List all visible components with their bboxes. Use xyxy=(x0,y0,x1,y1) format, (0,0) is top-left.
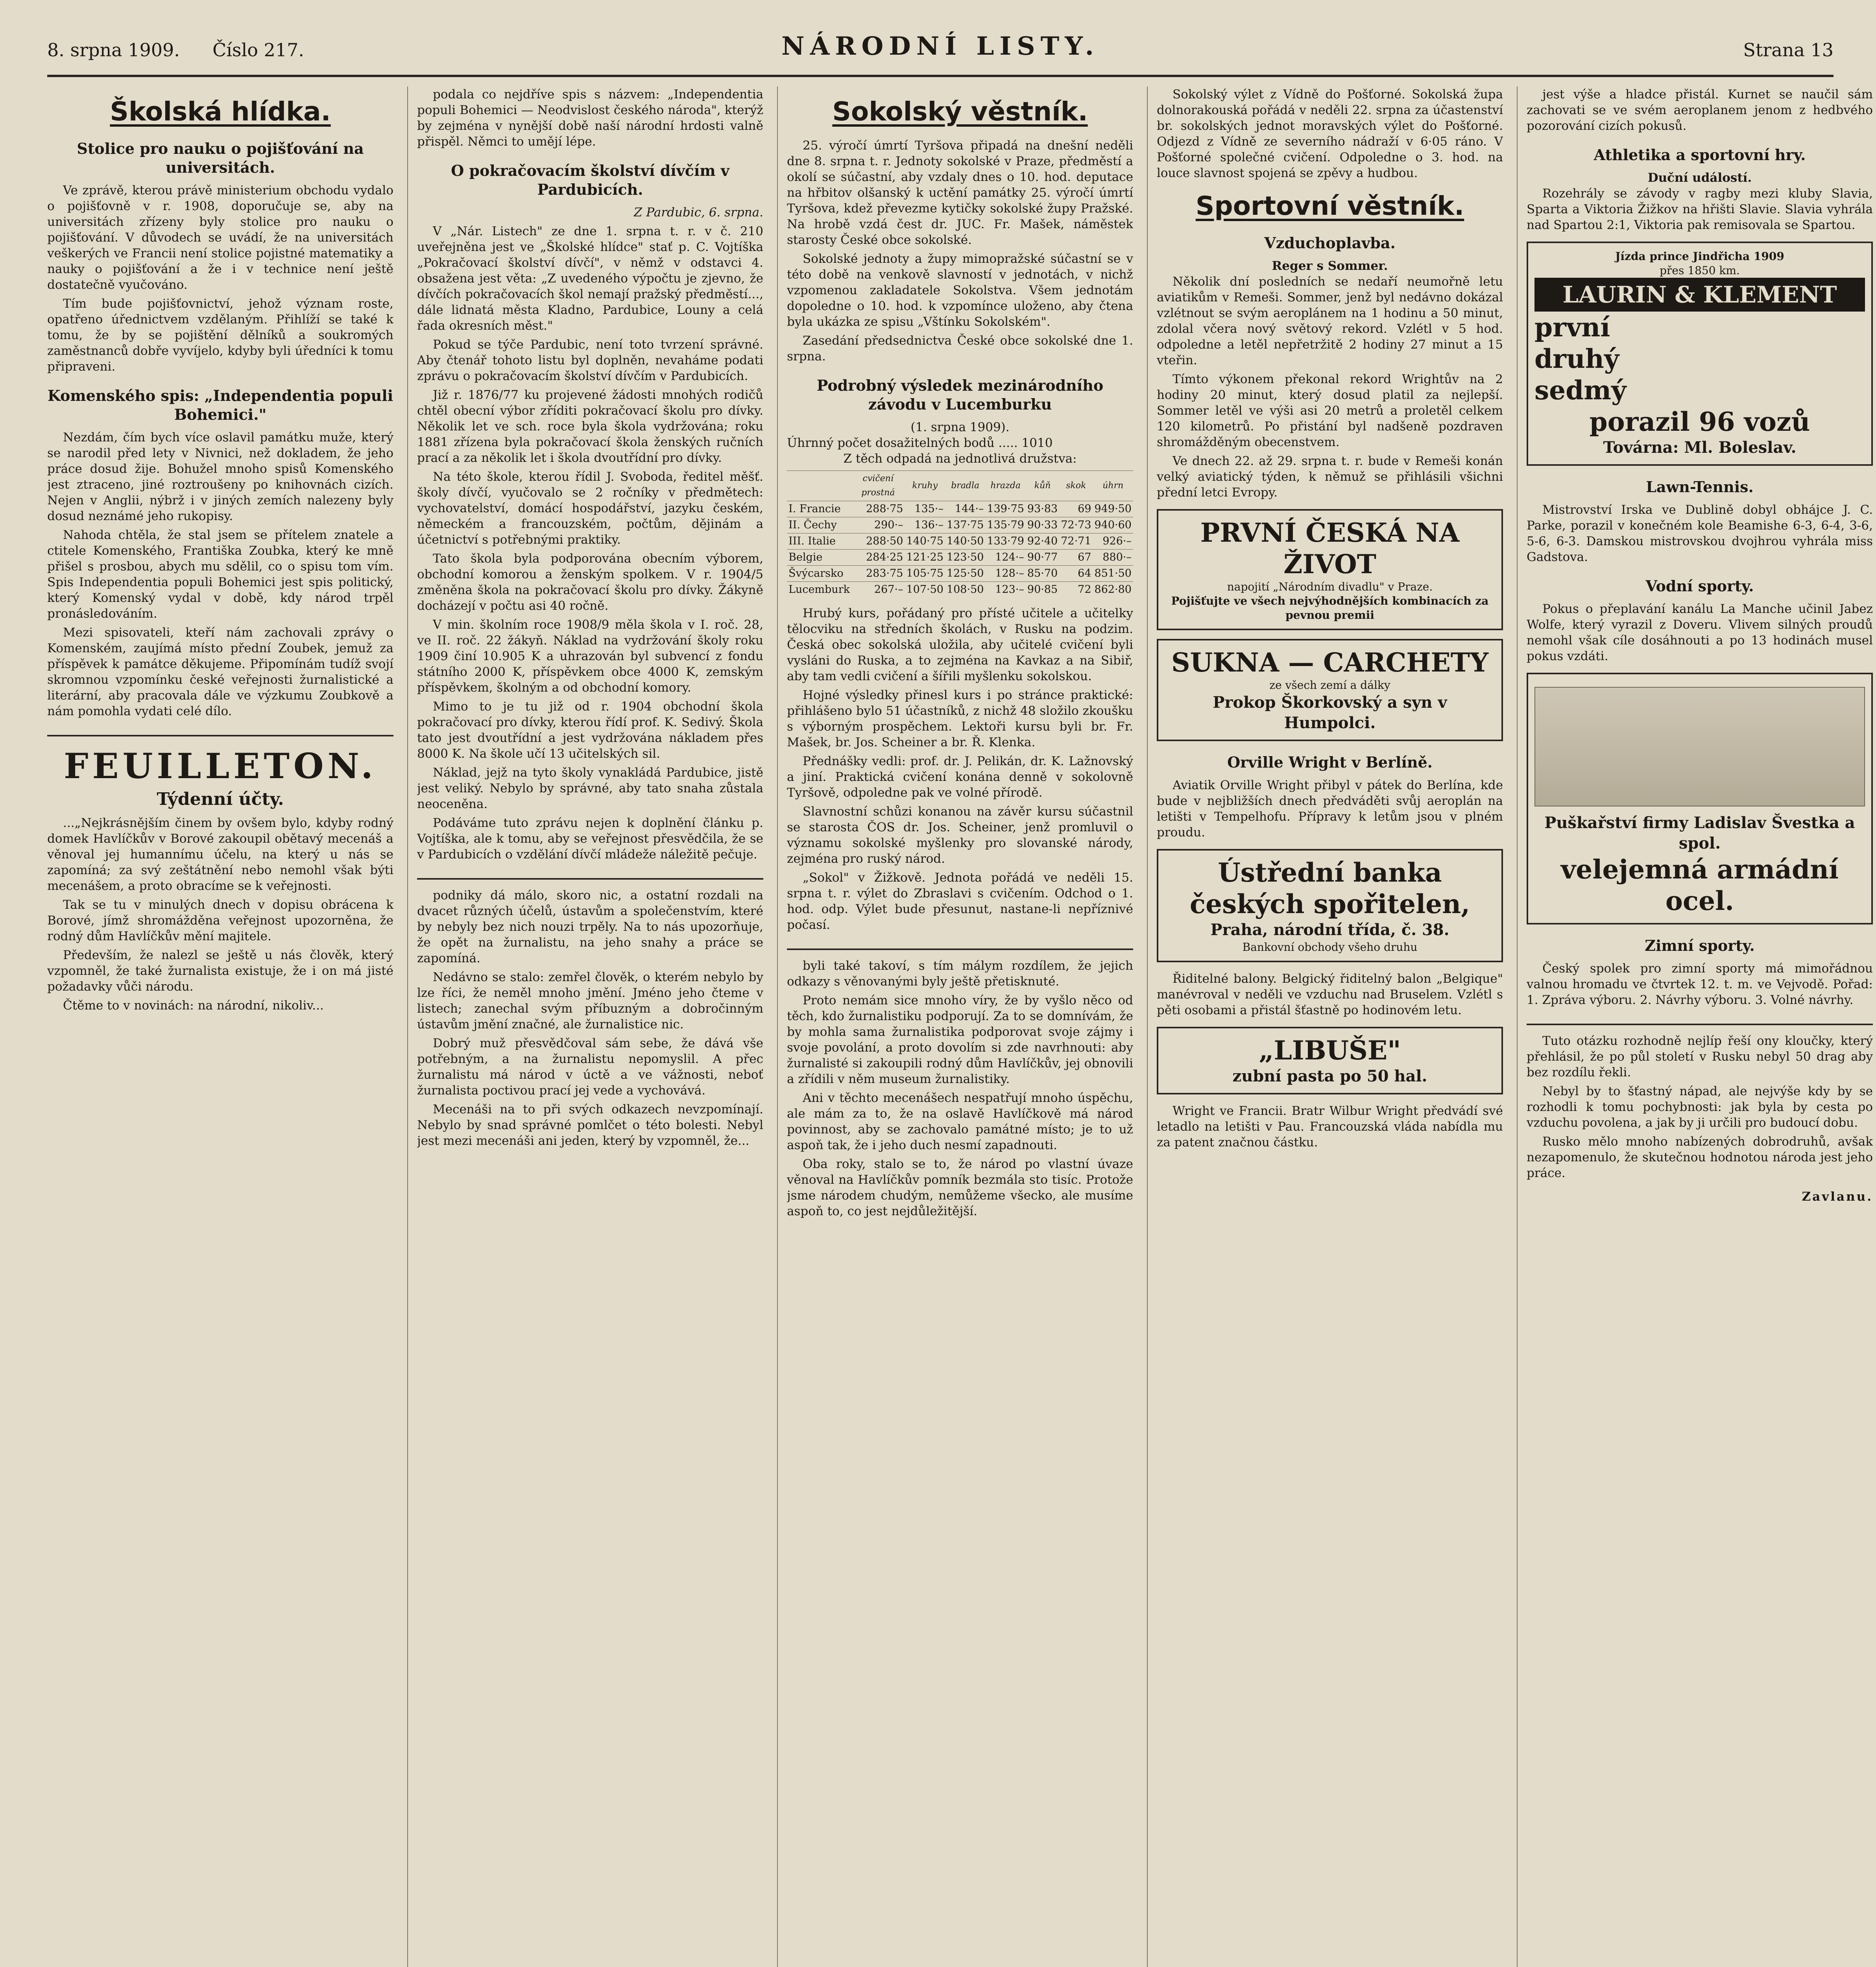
table-cell: 125·50 xyxy=(945,566,985,582)
advertisement-bank xyxy=(1157,849,1503,962)
paragraph: Tímto výkonem překonal rekord Wrightův na 2 hodiny 20 minut, který dosud platil za nejlepší. Sommer letěl ve výši asi 20 metrů a proletěl celkem 120 kilometrů. Po přistání byl nadšeně pozdraven shromážděným obecenstvem. xyxy=(1157,372,1503,449)
table-row xyxy=(787,550,1133,566)
table-cell: 851·50 xyxy=(1093,566,1133,582)
ad-heading-right: NA ŽIVOT xyxy=(1283,517,1460,579)
article-title: Zimní sporty. xyxy=(1645,937,1755,954)
advertisement-laurin-klement xyxy=(1527,242,1873,466)
table-cell: II. Čechy xyxy=(787,517,851,533)
paragraph: Již r. 1876/77 ku projevené žádosti mnohých rodičů chtěl obecní výbor zříditi pokračovací školu pro dívky. Několik let ve sch. roce byla škola vydržována; roku 1881 zřízena byla pokračovací škola ženských ručních prací a za několik let i škola dvoutřídní pro dívky. xyxy=(417,388,763,465)
article-title: Vodní sporty. xyxy=(1645,577,1754,595)
page-number: Strana 13 xyxy=(1743,39,1834,61)
paragraph: Zasedání předsednictva České obce sokolské dne 1. srpna. xyxy=(787,334,1133,364)
results-column-header: úhrn xyxy=(1093,471,1133,501)
table-cell: 267·– xyxy=(851,582,905,598)
paragraph: Přednášky vedli: prof. dr. J. Pelikán, dr. K. Lažnovský a jiní. Praktická cvičení konána denně v sokolovně Tyršově, odpoledne pak ve volné přírodě. xyxy=(787,754,1133,800)
shotgun-illustration xyxy=(1534,687,1865,806)
paragraph: Proto nemám sice mnoho víry, že by vyšlo něco od těch, kdo žurnalistiku podporují. Za to se domnívám, že by mohla sama žurnalistika podporovat svoje zájmy i svoje povolání, a proto dovolím si zde navrhnouti: aby žurnalisté si zakoupili rodný dům Havlíčkův, jej obnovili a zřídili v něm museum žurnalistiky. xyxy=(787,993,1133,1086)
table-cell: 72 xyxy=(1059,582,1093,598)
paragraph: podala co nejdříve spis s názvem: „Independentia populi Bohemici — Neodvislost českého národa", kterýž by zejména v nynější době naší národní hrdosti valně přispěl. Němci to umějí lépe. xyxy=(417,87,763,149)
advertisement-toothpaste xyxy=(1157,1027,1503,1094)
article-title: Lawn-Tennis. xyxy=(1646,478,1754,496)
masthead-rule xyxy=(47,75,1834,77)
ad-heading: „LIBUŠE" xyxy=(1259,1035,1401,1066)
ad-text: přes 1850 km. xyxy=(1660,264,1740,277)
paragraph: Nezdám, čím bych více oslavil památku muže, který se narodil před lety v Nivnici, než dokladem, že jeho práce dosud žije. Bohužel mnoho spisů Komenského jest ztraceno, jiné roztroušeny po knihovnách cizích. Nejen v Anglii, nýbrž i v jiných zemích nalezeny byly dosud neznámé jeho rukopisy. xyxy=(47,430,393,523)
paragraph: Slavnostní schůzi konanou na závěr kursu súčastnil se starosta ČOS dr. Jos. Scheiner, jenž promluvil o významu sokolské myšlenky pro slovanské národy, zejména pro ruský národ. xyxy=(787,805,1133,866)
feuilleton-rule xyxy=(47,735,393,736)
results-body xyxy=(787,501,1133,598)
paragraph: Čtěme to v novinách: na národní, nikoliv... xyxy=(63,998,324,1013)
paragraph: Mezi spisovateli, kteří nám zachovali zprávy o Komenském, zaujímá místo přední Zoubek, jemuž za příspěvek k památce děkujeme. Připomínám tudíž svojí skromnou vzpomínku české veřejnosti žurnalistické a literární, aby pracovala dále ve výzkumu Zoubkově a nám pomohla vydati celé dílo. xyxy=(47,626,393,718)
article-title: O pokračovacím školství dívčím v Pardubicích. xyxy=(451,162,729,198)
section-title-sport: Sportovní věstník. xyxy=(1195,191,1464,221)
article-title: Athletika a sportovní hry. xyxy=(1593,146,1806,164)
ad-place: druhý xyxy=(1534,343,1619,374)
table-cell: III. Italie xyxy=(787,533,851,550)
ad-heading: Ústřední banka xyxy=(1218,857,1442,888)
column-4 xyxy=(1157,87,1503,1967)
paragraph: Mimo to je tu již od r. 1904 obchodní škola pokračovací pro dívky, kterou řídí prof. K. Sedivý. Škola tato jest dvoutřídní a jest vydržována nákladem přes 8000 K. Na škole učí 13 učitelských sil. xyxy=(417,699,763,761)
results-note: Úhrnný počet dosažitelných bodů ..... 1010 xyxy=(787,436,1053,450)
results-column-header: cvičení prostná xyxy=(851,471,905,501)
results-date: (1. srpna 1909). xyxy=(910,420,1010,434)
paragraph: Sokolské jednoty a župy mimopražské súčastní se v této době na venkově slavností v jednotách, v nichž vzpomenou zakladatele Sokolstva. Všem jednotám dopoledne o 10. hod. k vzpomínce uloženo, aby čtena byla ukázka ze spisu „Vštínku Sokolském". xyxy=(787,252,1133,329)
table-cell: I. Francie xyxy=(787,501,851,517)
table-cell: 123·– xyxy=(985,582,1025,598)
ad-heading: SUKNA — CARCHETY xyxy=(1171,647,1489,678)
table-cell: 90·33 xyxy=(1026,517,1059,533)
dateline: Z Pardubic, 6. srpna. xyxy=(633,205,763,220)
paragraph: Pokud se týče Pardubic, není toto tvrzení správné. Aby čtenář tohoto listu byl doplněn, nevaháme podati zprávu o pokračovacím školství dívčím v Pardubicích. xyxy=(417,338,763,383)
ad-text: Bankovní obchody všeho druhu xyxy=(1242,941,1418,954)
ad-text: ze všech zemí a dálky xyxy=(1269,679,1390,692)
paragraph: „Sokol" v Žižkově. Jednota pořádá ve neděli 15. srpna t. r. výlet do Zbraslavi s cvičením. Odchod o 1. hod. odp. Výlet bude přesunut, nastane-li nepříznivé počasí. xyxy=(787,871,1133,932)
table-cell: 72·71 xyxy=(1059,533,1093,550)
table-cell: 137·75 xyxy=(945,517,985,533)
table-cell: 108·50 xyxy=(945,582,985,598)
feuilleton-rule xyxy=(787,948,1133,950)
ad-claim: porazil 96 vozů xyxy=(1589,406,1810,437)
paragraph: 25. výročí úmrtí Tyršova připadá na dnešní neděli dne 8. srpna t. r. Jednoty sokolské v Praze, předměstí a okolí se súčastní, aby vzdaly dnes o 10. hod. deputace na hřbitov olšanský k uctění památky 25. výročí úmrtí Tyršova, kdež převezme kytičky sokolské župy Pražské. Na hrobě vzdá čest dr. JUC. Fr. Mašek, náměstek starosty České obce sokolské. xyxy=(787,138,1133,247)
table-cell: 283·75 xyxy=(851,566,905,582)
paragraph: Tím bude pojišťovnictví, jehož význam roste, opatřeno úřednictvem vzdělaným. Přihlíží se také k tomu, že by se pojištění dělníků a soukromých zaměstnanců dobře vyvíjelo, kdyby byli úředníci k tomu připraveni. xyxy=(47,297,393,374)
paragraph: Na této škole, kterou řídil J. Svoboda, ředitel měšť. školy dívčí, vyučovalo se 2 ročníky v předmětech: vychovatelství, domácí hospodářství, jazyku českém, německém a francouzském, počtům, dějinám a účetnictví s potřebnými praktiky. xyxy=(417,470,763,547)
table-cell: 85·70 xyxy=(1026,566,1059,582)
table-cell: 880·– xyxy=(1093,550,1133,566)
results-column-header xyxy=(787,471,851,501)
table-cell: 284·25 xyxy=(851,550,905,566)
paragraph: Ve dnech 22. až 29. srpna t. r. bude v Remeši konán velký aviatický týden, k němuž se přihlásili všichni přední letci Evropy. xyxy=(1157,454,1503,500)
ad-brand: LAURIN & KLEMENT xyxy=(1534,278,1865,312)
table-row xyxy=(787,517,1133,533)
table-row xyxy=(787,566,1133,582)
paragraph: Oba roky, stalo se to, že národ po vlastní úvaze věnoval na Havlíčkův pomník bezmála sto tisíc. Protože jsme národem chudým, nemůžeme všecko, ale musíme aspoň to, co jest nejdůležitější. xyxy=(787,1157,1133,1218)
paragraph: Především, že nalezl se ještě u nás člověk, který vzpomněl, že také žurnalista existuje, že i on má jisté požadavky vůči národu. xyxy=(47,948,393,994)
table-cell: 949·50 xyxy=(1093,501,1133,517)
ad-claim: velejemná armádní ocel. xyxy=(1560,854,1839,916)
column-5 xyxy=(1527,87,1873,1967)
paragraph: ...„Nejkrásnějším činem by ovšem bylo, kdyby rodný domek Havlíčkův v Borové zakoupil obětavý mecenáš a věnoval jej humannímu účelu, na který u nás se zapomíná; za svý zeštátnění nebo nemohl však býti mecenášem, a proto obracíme se k veřejnosti. xyxy=(47,816,393,893)
paragraph: Tato škola byla podporována obecním výborem, obchodní komorou a ženským spolkem. V r. 1904/5 změněna škola na pokračovací školu pro dívky. Žákyně docházejí v počtu asi 40 ročně. xyxy=(417,552,763,613)
table-cell: 72·73 xyxy=(1059,517,1093,533)
article-subtitle: Reger s Sommer. xyxy=(1272,259,1388,273)
paragraph: Pokus o přeplavání kanálu La Manche učinil Jabez Wolfe, který vyrazil z Doveru. Vlivem silných proudů nemohl však cíle dosáhnouti a po 13 hodinách musel pokus vzdáti. xyxy=(1527,602,1873,663)
column-2 xyxy=(417,87,763,1967)
table-cell: 290·– xyxy=(851,517,905,533)
ad-heading-left: SUKNA xyxy=(1171,647,1280,678)
ad-place: sedmý xyxy=(1534,375,1627,406)
table-row xyxy=(787,501,1133,517)
results-column-header: kruhy xyxy=(905,471,945,501)
ad-heading-right: CARCHETY xyxy=(1323,647,1489,678)
signature: Zavlanu. xyxy=(1802,1190,1873,1204)
table-cell: 67 xyxy=(1059,550,1093,566)
table-cell: 862·80 xyxy=(1093,582,1133,598)
article-title: Komenského spis: „Independentia populi Bohemici." xyxy=(47,387,393,423)
issue-number: Číslo 217. xyxy=(212,39,304,61)
ad-company: Prokop Škorkovský a syn v Humpolci. xyxy=(1213,693,1447,732)
paragraph: V „Nár. Listech" ze dne 1. srpna t. r. v č. 210 uveřejněna jest ve „Školské hlídce" stať p. C. Vojtíška „Pokračovací školství dívčí", v němž v odstavci 4. obsažena jest věta: „Z uvedeného výpočtu je zjevno, že dívčích pokračovacích škol nemají pražský předměstí..., dále lidnatá města Kladno, Pardubice, Louny a celá řada okresních měst." xyxy=(417,224,763,333)
issue-date: 8. srpna 1909. xyxy=(47,39,180,61)
ad-heading: Puškařství firmy Ladislav Švestka a spol. xyxy=(1544,814,1855,852)
section-title-sokol: Sokolský věstník. xyxy=(832,96,1088,127)
table-cell: Lucemburk xyxy=(787,582,851,598)
ad-factory: Továrna: Ml. Boleslav. xyxy=(1603,438,1797,457)
paragraph: Mecenáši na to při svých odkazech nevzpomínají. Nebylo by snad správné pomlčet o této bolesti. Nebyl jest mezi mecenáši ani jeden, který by vzpomněl, že... xyxy=(417,1102,763,1148)
paragraph: Mistrovství Irska ve Dublině dobyl obhájce J. C. Parke, porazil v konečném kole Beamishe 6-3, 6-4, 3-6, 5-6, 6-3. Damskou mistrovskou dvojhrou vyhrála miss Gadstova. xyxy=(1527,503,1873,564)
paragraph: Hrubý kurs, pořádaný pro přísté učitele a učitelky tělocviku na středních školách, v Rusku na podzim. Česká obec sokolská uložila, aby učitelé cvičení byli vysláni do Ruska, a to zejména na Kavkaz a na Sibiř, aby tam vedli cvičení a šířili myšlenku sokolskou. xyxy=(787,606,1133,683)
paragraph: Nebyl by to šťastný nápad, ale nejvýše kdy by se rozhodli k tomu pochybnosti: jak byla by cesta po vzduchu povolena, a jak by ji určili pro budoucí dobu. xyxy=(1527,1084,1873,1130)
feuilleton-heading: FEUILLETON. xyxy=(64,745,377,786)
paragraph: Ani v těchto mecenášech nespatřují mnoho úspěchu, ale mám za to, že na oslavě Havlíčkově má národ povinnost, aby se zachovalo památné místo; je to už aspoň tak, že i jeho duch nesmí zapadnouti. xyxy=(787,1091,1133,1152)
article-title: Stolice pro nauku o pojišťování na universitách. xyxy=(77,140,364,176)
results-title: Podrobný výsledek mezinárodního závodu v Lucemburku xyxy=(816,376,1104,413)
ad-heading-left: PRVNÍ ČESKÁ xyxy=(1200,517,1407,548)
ad-text: zubní pasta po 50 hal. xyxy=(1232,1067,1427,1085)
results-note-2: Z těch odpadá na jednotlivá družstva: xyxy=(843,452,1077,466)
table-cell: 135·79 xyxy=(985,517,1025,533)
feuilleton-rule xyxy=(417,878,763,880)
paragraph: Český spolek pro zimní sporty má mimořádnou valnou hromadu ve čtvrtek 12. t. m. ve Vejvodě. Pořad: 1. Zpráva výboru. 2. Návrhy výboru. 3. Volné návrhy. xyxy=(1527,961,1873,1007)
table-cell: 940·60 xyxy=(1093,517,1133,533)
paragraph: Dobrý muž přesvědčoval sám sebe, že dává vše potřebným, a na žurnalistu nepomyslil. A přec žurnalistu má národ v úctě a ve vážnosti, neboť žurnalista poctivou prací jej vede a vychovává. xyxy=(417,1036,763,1098)
table-cell: 124·– xyxy=(985,550,1025,566)
paragraph: Náklad, jejž na tyto školy vynakládá Pardubice, jistě jest veliký. Nebylo by správné, aby tato snaha zůstala neoceněna. xyxy=(417,766,763,811)
table-cell: 64 xyxy=(1059,566,1093,582)
ad-place: první xyxy=(1534,312,1610,343)
paragraph: Hojné výsledky přinesl kurs i po stránce praktické: přihlášeno bylo 51 účastníků, z nichž 48 složilo zkoušku s výborným prospěchem. Lektoři kursu byli br. Fr. Mašek, br. Jos. Scheiner a br. Ř. Klenka. xyxy=(787,688,1133,749)
table-cell: 136·– xyxy=(905,517,945,533)
column-divider xyxy=(1517,87,1518,1967)
advertisement-insurance xyxy=(1157,509,1503,630)
table-row xyxy=(787,533,1133,550)
paragraph: Tuto otázku rozhodně nejlíp řeší ony kloučky, který přehlásil, že po půl století v Rusku nebyl 50 drag aby bez rozdílu řekli. xyxy=(1527,1034,1873,1079)
column-divider xyxy=(1147,87,1148,1967)
table-cell: 90·77 xyxy=(1026,550,1059,566)
table-cell: 288·75 xyxy=(851,501,905,517)
results-column-header: bradla xyxy=(945,471,985,501)
paragraph: Ve zprávě, kterou právě ministerium obchodu vydalo o pojišťovně v r. 1908, doporučuje se, aby na universitách zřízeny byly stolice pro nauku o pojišťování. V důvodech se uvádí, že na universitách veškerých ve Francii není stolice pojistné matematiky a nauky o pojišťování a že i v technice není ještě dostatečně vyučováno. xyxy=(47,183,393,292)
ad-text: Jízda prince Jindřicha 1909 xyxy=(1615,250,1784,263)
table-cell: 144·– xyxy=(945,501,985,517)
advertisement-cloth xyxy=(1157,639,1503,741)
newspaper-title: NÁRODNÍ LISTY. xyxy=(781,31,1099,61)
paragraph: Wright ve Francii. Bratr Wilbur Wright předvádí své letadlo na letišti v Pau. Francouzská vláda nabídla mu za patent značnou částku. xyxy=(1157,1104,1503,1150)
paragraph: Nedávno se stalo: zemřel člověk, o kterém nebylo by lze říci, že neměl mnoho jmění. Jméno jeho čteme v listech; zanechal svým příbuzným a dobročinným ústavům jmění značné, ale žurnalistice nic. xyxy=(417,970,763,1031)
paragraph: Nahoda chtěla, že stal jsem se přítelem znatele a ctitele Komenského, Františka Zoubka, který ke mně přišel s prosbou, abych mu sdělil, co o spisu tom vím. Spis Independentia populi Bohemici jest spis politický, který Komenský vydal v době, kdy národ trpěl pronásledováním. xyxy=(47,528,393,621)
ad-text: napojití „Národním divadlu" v Praze. xyxy=(1227,580,1433,593)
table-cell: 128·– xyxy=(985,566,1025,582)
table-cell: Belgie xyxy=(787,550,851,566)
paragraph: Řiditelné balony. Belgický řiditelný balon „Belgique" manévroval v neděli ve vzduchu nad Bruselem. Vzlétl s pěti osobami a přistál šťastně po hodinovém letu. xyxy=(1157,972,1503,1017)
table-cell: 133·79 xyxy=(985,533,1025,550)
column-divider xyxy=(407,87,408,1967)
table-cell: Švýcarsko xyxy=(787,566,851,582)
feuilleton-rule xyxy=(1527,1024,1873,1025)
results-column-header: kůň xyxy=(1026,471,1059,501)
results-table xyxy=(787,471,1133,598)
paragraph: Několik dní posledních se nedaří neumořně letu aviatikům v Remeši. Sommer, jenž byl nedávno dokázal vzlétnout se svým aeroplánem na 1 hodinu a 50 minut, zdolal včera nový světový rekord. Vzlétl v 5 hod. odpoledne a letěl nepřetržitě 2 hodiny 27 minut a 15 vteřin. xyxy=(1157,275,1503,367)
advertisement-gunsmith xyxy=(1527,673,1873,924)
section-title-school: Školská hlídka. xyxy=(110,96,331,127)
paragraph: jest výše a hladce přistál. Kurnet se naučil sám zachovati se ve svém aeroplanem jenom z hedbvého pozorování cizích pokusů. xyxy=(1527,87,1873,133)
paragraph: Rusko mělo mnoho nabízených dobrodruhů, avšak nezapomenulo, že skutečnou hodnotou národa jest jeho práce. xyxy=(1527,1135,1873,1180)
table-cell: 92·40 xyxy=(1026,533,1059,550)
feuilleton-subtitle: Týdenní účty. xyxy=(157,789,284,809)
paragraph: Rozehrály se závody v ragby mezi kluby Slavia, Sparta a Viktoria Žižkov na hřišti Slavie. Slavia vyhrála nad Spartou 2:1, Viktoria pak remisovala se Spartou. xyxy=(1527,186,1873,232)
table-cell: 93·83 xyxy=(1026,501,1059,517)
column-divider xyxy=(777,87,778,1967)
column-3 xyxy=(787,87,1133,1967)
table-cell: 123·50 xyxy=(945,550,985,566)
results-header-row xyxy=(787,471,1133,501)
results-column-header: skok xyxy=(1059,471,1093,501)
table-cell: 121·25 xyxy=(905,550,945,566)
article-title: Orville Wright v Berlíně. xyxy=(1227,753,1433,771)
paragraph: Podáváme tuto zprávu nejen k doplnění článku p. Vojtíška, ale k tomu, aby se veřejnost přesvědčila, že se v Pardubicích o vzdělání dívčí mládeže náležitě pečuje. xyxy=(417,816,763,862)
paragraph: Aviatik Orville Wright přibyl v pátek do Berlína, kde bude v nejbližších dnech předváděti svůj aeroplán na letišti v Tempelhofu. Přípravy k letům jsou v plném proudu. xyxy=(1157,778,1503,840)
table-cell: 288·50 xyxy=(851,533,905,550)
table-cell: 105·75 xyxy=(905,566,945,582)
paragraph: Tak se tu v minulých dnech v dopisu obrácena k Borové, jímž shromážděna veřejnost upozorněna, že rodný dům Havlíčkův mění majitele. xyxy=(47,898,393,943)
paragraph: Sokolský výlet z Vídně do Pošťorné. Sokolská župa dolnorakouská pořádá v neděli 22. srpna za účastenství br. sokolských jednot moravských výlet do Pošťorné. Odjezd z Vídně ze severního nádraží v 6·05 ráno. V Pošťorné společné cvičení. Odpoledne o 3. hod. na louce slavnost spojená se zpěvy a hudbou. xyxy=(1157,87,1503,180)
paragraph: podniky dá málo, skoro nic, a ostatní rozdali na dvacet různých účelů, ústavům a společenstvím, které by nebyly bez nich nouzi trpěly. Na to nás upozorňuje, že opět na žurnalistu, na jeho snahy a práce se zapomíná. xyxy=(417,888,763,965)
table-cell: 90·85 xyxy=(1026,582,1059,598)
ad-address: Praha, národní třída, č. 38. xyxy=(1210,921,1449,939)
column-1 xyxy=(47,87,393,1967)
article-subtitle: Duční událostí. xyxy=(1647,171,1752,185)
table-row xyxy=(787,582,1133,598)
table-cell: 135·– xyxy=(905,501,945,517)
table-cell: 140·75 xyxy=(905,533,945,550)
table-cell: 107·50 xyxy=(905,582,945,598)
ad-heading: českých spořitelen, xyxy=(1189,889,1470,919)
ad-heading xyxy=(1165,517,1495,580)
results-column-header: hrazda xyxy=(985,471,1025,501)
table-cell: 69 xyxy=(1059,501,1093,517)
ad-text: Pojišťujte ve všech nejvýhodnějších kombinacích za pevnou premii xyxy=(1171,594,1489,622)
table-cell: 140·50 xyxy=(945,533,985,550)
paragraph: V min. školním roce 1908/9 měla škola v I. roč. 28, ve II. roč. 22 žákyň. Náklad na vydržování školy roku 1909 činí 10.905 K a uhrazován byl subvencí z fondu státního 2000 K, příspěvkem obce 4000 K, zemským příspěvkem, školným a od obchodní komory. xyxy=(417,618,763,695)
paragraph: byli také takoví, s tím málym rozdílem, že jejich odkazy s věnovanými byly ještě přetisknuté. xyxy=(787,959,1133,989)
article-title: Vzduchoplavba. xyxy=(1264,234,1396,252)
table-cell: 139·75 xyxy=(985,501,1025,517)
table-cell: 926·– xyxy=(1093,533,1133,550)
